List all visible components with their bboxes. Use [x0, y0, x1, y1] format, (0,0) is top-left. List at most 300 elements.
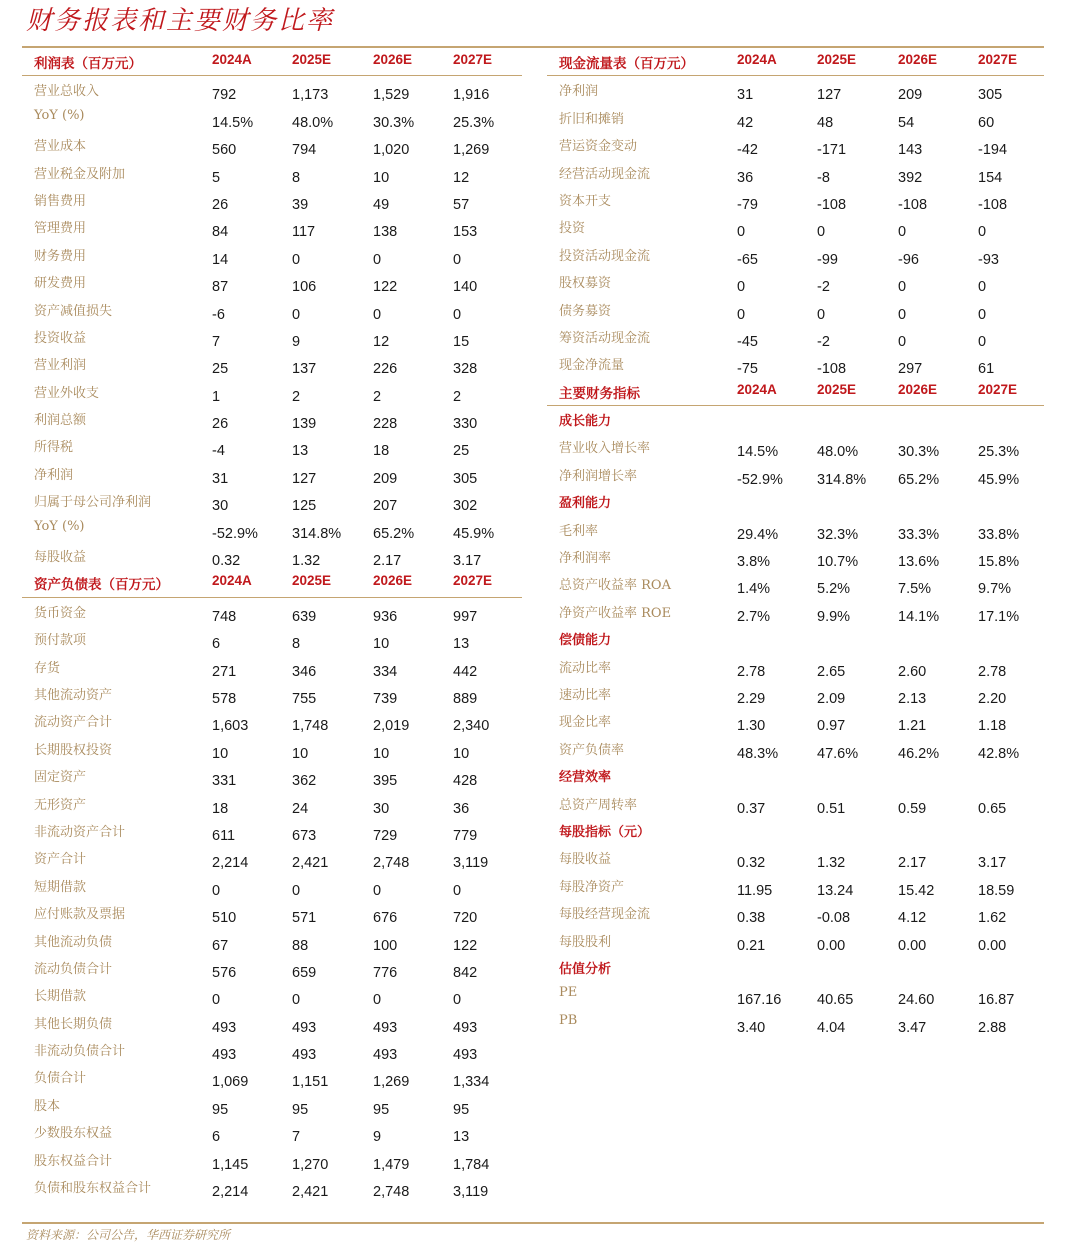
- row-label: 财务费用: [34, 248, 87, 264]
- table-row: [547, 570, 1044, 597]
- row-value: 30: [212, 498, 229, 515]
- row-value: 5.2%: [817, 581, 851, 598]
- row-label: 净资产收益率 ROE: [559, 605, 672, 621]
- ratios-header: [547, 378, 1044, 406]
- row-value: 60: [978, 114, 995, 131]
- row-value: 0.97: [817, 718, 846, 735]
- row-value: 2.09: [817, 690, 846, 707]
- table-row: [547, 653, 1044, 680]
- row-value: 1,529: [373, 87, 410, 104]
- row-value: 748: [212, 608, 237, 625]
- row-label: 净利润率: [559, 551, 612, 567]
- table-row: [547, 268, 1044, 295]
- row-value: 31: [212, 470, 229, 487]
- row-value: 428: [453, 773, 478, 790]
- row-value: 48: [817, 114, 834, 131]
- row-value: 95: [373, 1101, 390, 1118]
- table-row: [22, 1146, 522, 1173]
- year-header: 2026E: [373, 573, 413, 589]
- row-value: 228: [373, 416, 398, 433]
- row-label: 债务募资: [559, 303, 612, 319]
- row-value: 0: [373, 251, 382, 268]
- row-value: 395: [373, 773, 398, 790]
- row-value: 576: [212, 964, 237, 981]
- row-value: 95: [453, 1101, 470, 1118]
- row-value: 1,270: [292, 1156, 329, 1173]
- row-label: 资产合计: [34, 852, 87, 868]
- table-row: [22, 680, 522, 707]
- row-value: 8: [292, 169, 301, 186]
- row-value: 25: [212, 361, 229, 378]
- row-value: 2.78: [978, 663, 1007, 680]
- table-row: [22, 213, 522, 240]
- row-value: 49: [373, 196, 390, 213]
- row-value: -96: [898, 251, 919, 268]
- row-value: 2,748: [373, 1184, 410, 1201]
- table-row: [22, 954, 522, 981]
- row-value: 0: [898, 306, 907, 323]
- row-value: 26: [212, 196, 229, 213]
- table-row: [22, 76, 522, 103]
- row-value: 209: [898, 87, 923, 104]
- row-value: 30: [373, 800, 390, 817]
- year-header: 2024A: [737, 52, 777, 67]
- table-row: [22, 899, 522, 926]
- row-label: 资产减值损失: [34, 303, 113, 319]
- table-row: [22, 241, 522, 268]
- row-value: 125: [292, 498, 317, 515]
- year-header: 2027E: [978, 52, 1018, 67]
- row-value: -99: [817, 251, 838, 268]
- row-label: PB: [559, 1012, 578, 1028]
- row-value: 84: [212, 224, 229, 241]
- year-header: 2026E: [898, 381, 938, 397]
- row-value: -45: [737, 333, 758, 350]
- row-value: 1,269: [453, 142, 490, 159]
- section-title: 估值分析: [559, 961, 612, 977]
- row-value: 12: [453, 169, 470, 186]
- row-value: 0: [737, 306, 746, 323]
- row-value: 1,784: [453, 1156, 490, 1173]
- row-value: 25: [453, 443, 470, 460]
- table-row: [22, 625, 522, 652]
- row-value: -108: [817, 361, 847, 378]
- row-value: 6: [212, 1129, 221, 1146]
- row-label: 速动比率: [559, 687, 612, 703]
- ratio-section: [547, 488, 1044, 515]
- row-value: 0: [292, 992, 301, 1009]
- row-label: 货币资金: [34, 605, 87, 621]
- row-value: 510: [212, 910, 237, 927]
- section-title: 每股指标（元）: [559, 824, 651, 840]
- row-value: 167.16: [737, 992, 782, 1009]
- row-label: 长期借款: [34, 989, 87, 1005]
- row-value: 122: [453, 937, 478, 954]
- row-value: 1.32: [292, 553, 321, 570]
- table-row: [22, 762, 522, 789]
- table-row: [22, 981, 522, 1008]
- row-value: 1: [212, 388, 221, 405]
- row-value: 2,421: [292, 1184, 329, 1201]
- table-row: [22, 927, 522, 954]
- table-row: [547, 844, 1044, 871]
- row-value: 1,334: [453, 1074, 490, 1091]
- row-label: 净利润增长率: [559, 468, 638, 484]
- row-value: 127: [817, 87, 842, 104]
- row-value: 67: [212, 937, 229, 954]
- row-value: 0: [373, 306, 382, 323]
- table-row: [547, 927, 1044, 954]
- row-value: 88: [292, 937, 309, 954]
- row-value: 12: [373, 333, 390, 350]
- row-value: 0: [978, 333, 987, 350]
- row-value: 207: [373, 498, 398, 515]
- ratio-section: [547, 762, 1044, 789]
- row-value: 1,145: [212, 1156, 249, 1173]
- row-value: 0: [292, 251, 301, 268]
- table-row: [547, 104, 1044, 131]
- row-value: 65.2%: [898, 471, 940, 488]
- table-title: 主要财务指标: [559, 385, 640, 402]
- row-label: 经营活动现金流: [559, 166, 651, 182]
- row-value: 2: [453, 388, 462, 405]
- row-label: 每股经营现金流: [559, 907, 651, 923]
- row-value: 11.95: [737, 882, 773, 899]
- row-value: 0: [453, 306, 462, 323]
- row-value: 493: [292, 1019, 317, 1036]
- row-value: 117: [292, 224, 316, 241]
- ratio-section: [547, 406, 1044, 433]
- row-value: 226: [373, 361, 398, 378]
- row-label: 每股收益: [559, 852, 612, 868]
- row-value: -2: [817, 279, 830, 296]
- table-row: [547, 186, 1044, 213]
- row-label: 筹资活动现金流: [559, 330, 651, 346]
- row-value: 328: [453, 361, 478, 378]
- row-label: 现金比率: [559, 715, 612, 731]
- row-label: 营业成本: [34, 139, 87, 155]
- row-value: 729: [373, 827, 398, 844]
- source-note: 资料来源：公司公告，华西证券研究所: [26, 1228, 231, 1242]
- table-row: [547, 1009, 1044, 1036]
- table-row: [22, 790, 522, 817]
- row-label: 所得税: [34, 440, 74, 456]
- table-row: [547, 899, 1044, 926]
- row-value: 39: [292, 196, 309, 213]
- row-value: 57: [453, 196, 470, 213]
- row-value: -79: [737, 196, 758, 213]
- row-label: 其他长期负债: [34, 1016, 113, 1032]
- right-panel: [547, 48, 1044, 1036]
- table-row: [547, 213, 1044, 240]
- table-row: [22, 817, 522, 844]
- row-value: 0: [373, 882, 382, 899]
- section-title: 经营效率: [559, 770, 612, 786]
- row-label: 净利润: [34, 467, 74, 483]
- row-value: 24.60: [898, 992, 935, 1009]
- row-value: 0.32: [212, 553, 241, 570]
- row-value: 2.17: [898, 855, 927, 872]
- row-value: 15.8%: [978, 554, 1020, 571]
- row-value: 13: [453, 636, 470, 653]
- row-value: 0: [373, 992, 382, 1009]
- table-row: [22, 707, 522, 734]
- row-label: 投资活动现金流: [559, 248, 651, 264]
- row-label: 资产负债率: [559, 742, 625, 758]
- row-label: PE: [559, 985, 578, 1001]
- row-value: 10: [212, 745, 229, 762]
- row-value: 0.38: [737, 910, 766, 927]
- row-value: 2,214: [212, 855, 249, 872]
- row-value: 4.12: [898, 910, 927, 927]
- row-label: 营业税金及附加: [34, 166, 126, 182]
- row-value: 560: [212, 142, 237, 159]
- row-value: 611: [212, 827, 236, 844]
- row-label: 股东权益合计: [34, 1153, 113, 1169]
- row-label: 折旧和摊销: [559, 111, 625, 127]
- row-label: 少数股东权益: [34, 1126, 113, 1142]
- row-value: 137: [292, 361, 317, 378]
- row-value: -108: [978, 196, 1008, 213]
- row-value: 6: [212, 636, 221, 653]
- row-label: 归属于母公司净利润: [34, 495, 152, 511]
- row-value: 154: [978, 169, 1003, 186]
- row-label: 股本: [34, 1098, 61, 1114]
- row-value: 302: [453, 498, 478, 515]
- row-value: 2.20: [978, 690, 1007, 707]
- row-value: -0.08: [817, 910, 851, 927]
- row-label: 负债和股东权益合计: [34, 1181, 152, 1197]
- row-value: 659: [292, 964, 317, 981]
- row-value: 776: [373, 964, 398, 981]
- table-title: 现金流量表（百万元）: [559, 56, 694, 72]
- row-value: 314.8%: [292, 525, 342, 542]
- row-label: YoY (%): [34, 518, 85, 534]
- income-statement-header: [22, 48, 522, 76]
- row-value: 2,340: [453, 718, 490, 735]
- row-value: 2.60: [898, 663, 927, 680]
- row-label: 投资: [559, 221, 586, 237]
- row-value: 442: [453, 663, 478, 680]
- row-value: 10: [373, 169, 390, 186]
- row-value: 1.62: [978, 910, 1007, 927]
- row-value: 578: [212, 690, 237, 707]
- row-value: 13.24: [817, 882, 854, 899]
- row-label: 无形资产: [34, 797, 87, 813]
- row-value: 3.40: [737, 1019, 766, 1036]
- table-row: [22, 1063, 522, 1090]
- row-value: 2.7%: [737, 608, 771, 625]
- row-value: 25.3%: [978, 444, 1020, 461]
- row-value: 14.5%: [212, 114, 254, 131]
- row-value: 493: [212, 1047, 237, 1064]
- row-label: 每股净资产: [559, 879, 625, 895]
- table-row: [22, 653, 522, 680]
- row-value: 95: [212, 1101, 229, 1118]
- row-value: 30.3%: [373, 114, 415, 131]
- table-row: [22, 1173, 522, 1200]
- row-value: -75: [737, 361, 758, 378]
- row-value: 1,603: [212, 718, 249, 735]
- balance-sheet-header: [22, 569, 522, 597]
- row-value: 106: [292, 279, 317, 296]
- row-value: 334: [373, 663, 398, 680]
- row-value: 3.17: [978, 855, 1007, 872]
- row-value: 15: [453, 333, 470, 350]
- row-value: 122: [373, 279, 398, 296]
- row-value: -108: [898, 196, 928, 213]
- row-label: 固定资产: [34, 770, 87, 786]
- table-row: [22, 1091, 522, 1118]
- row-value: 0: [978, 279, 987, 296]
- row-value: 24: [292, 800, 309, 817]
- left-panel: [22, 48, 522, 1200]
- row-value: -2: [817, 333, 830, 350]
- row-value: 9: [292, 333, 301, 350]
- table-row: [547, 461, 1044, 488]
- row-value: 18: [212, 800, 229, 817]
- row-value: 40.65: [817, 992, 854, 1009]
- row-value: 15.42: [898, 882, 935, 899]
- row-label: 流动资产合计: [34, 715, 113, 731]
- row-value: 571: [292, 910, 317, 927]
- table-row: [547, 543, 1044, 570]
- ratio-section: [547, 817, 1044, 844]
- row-value: 2.17: [373, 553, 402, 570]
- table-row: [22, 268, 522, 295]
- year-header: 2026E: [898, 52, 938, 67]
- row-value: 65.2%: [373, 525, 415, 542]
- row-label: 应付账款及票据: [34, 907, 126, 923]
- row-value: 2.65: [817, 663, 846, 680]
- row-value: 493: [453, 1047, 478, 1064]
- row-value: 2,214: [212, 1184, 249, 1201]
- table-row: [22, 872, 522, 899]
- row-label: 净利润: [559, 84, 599, 100]
- row-value: 305: [453, 470, 478, 487]
- row-value: 1,151: [292, 1074, 329, 1091]
- row-value: 17.1%: [978, 608, 1020, 625]
- row-label: 管理费用: [34, 221, 87, 237]
- table-row: [22, 735, 522, 762]
- row-value: 3.17: [453, 553, 482, 570]
- row-value: -93: [978, 251, 999, 268]
- table-row: [22, 104, 522, 131]
- year-header: 2027E: [453, 52, 493, 67]
- row-value: 2: [373, 388, 382, 405]
- row-value: 794: [292, 142, 317, 159]
- row-label: 资本开支: [559, 193, 612, 209]
- year-header: 2025E: [292, 52, 332, 67]
- row-value: 45.9%: [453, 525, 495, 542]
- row-value: 29.4%: [737, 526, 779, 543]
- row-value: 0.51: [817, 800, 846, 817]
- row-label: 流动比率: [559, 660, 612, 676]
- row-value: 13: [453, 1129, 470, 1146]
- row-value: 0: [453, 882, 462, 899]
- row-value: -52.9%: [737, 471, 783, 488]
- row-label: 利润总额: [34, 413, 87, 429]
- row-value: -6: [212, 306, 225, 323]
- row-label: 投资收益: [34, 330, 87, 346]
- table-row: [22, 296, 522, 323]
- row-value: 0.32: [737, 855, 766, 872]
- row-value: 0: [212, 882, 221, 899]
- row-value: 138: [373, 224, 398, 241]
- row-value: 33.8%: [978, 526, 1020, 543]
- row-value: 305: [978, 87, 1003, 104]
- row-value: 0: [978, 224, 987, 241]
- row-value: 792: [212, 87, 237, 104]
- row-value: 3,119: [453, 855, 489, 872]
- row-value: 42: [737, 114, 754, 131]
- row-value: 3,119: [453, 1184, 489, 1201]
- row-value: 0.59: [898, 800, 927, 817]
- row-value: 1.4%: [737, 581, 771, 598]
- row-value: 330: [453, 416, 478, 433]
- row-value: 1.30: [737, 718, 766, 735]
- row-label: 营业外收支: [34, 385, 100, 401]
- table-row: [22, 131, 522, 158]
- row-label: YoY (%): [34, 107, 85, 123]
- row-value: 1,748: [292, 718, 329, 735]
- row-label: 预付款项: [34, 633, 87, 649]
- table-row: [22, 1036, 522, 1063]
- row-value: 209: [373, 470, 398, 487]
- table-row: [22, 350, 522, 377]
- row-value: -194: [978, 142, 1008, 159]
- row-value: 0: [453, 992, 462, 1009]
- row-value: 2,019: [373, 718, 410, 735]
- row-value: 0.00: [898, 937, 927, 954]
- row-value: 0: [817, 306, 826, 323]
- row-value: 47.6%: [817, 745, 859, 762]
- table-row: [547, 790, 1044, 817]
- row-value: 2,421: [292, 855, 329, 872]
- row-value: 493: [292, 1047, 317, 1064]
- section-title: 盈利能力: [559, 496, 612, 512]
- row-value: 755: [292, 690, 317, 707]
- row-value: 493: [373, 1047, 398, 1064]
- footer-divider: [22, 1222, 1044, 1224]
- table-row: [22, 186, 522, 213]
- row-value: 1,269: [373, 1074, 410, 1091]
- row-value: 0.21: [737, 937, 766, 954]
- row-value: 9.9%: [817, 608, 851, 625]
- row-value: 61: [978, 361, 995, 378]
- row-label: 负债合计: [34, 1071, 87, 1087]
- row-value: 2,748: [373, 855, 410, 872]
- row-value: 26: [212, 416, 229, 433]
- table-row: [22, 378, 522, 405]
- row-value: 48.3%: [737, 745, 779, 762]
- row-value: 3.8%: [737, 554, 771, 571]
- row-value: 25.3%: [453, 114, 495, 131]
- row-value: 676: [373, 910, 398, 927]
- row-value: 9.7%: [978, 581, 1012, 598]
- row-value: 739: [373, 690, 398, 707]
- row-value: 297: [898, 361, 923, 378]
- row-value: 639: [292, 608, 317, 625]
- row-value: 140: [453, 279, 478, 296]
- row-value: 42.8%: [978, 745, 1020, 762]
- row-value: 2.78: [737, 663, 766, 680]
- row-label: 其他流动负债: [34, 934, 113, 950]
- table-row: [22, 844, 522, 871]
- row-value: 16.87: [978, 992, 1015, 1009]
- row-value: 779: [453, 827, 478, 844]
- year-header: 2027E: [453, 573, 493, 589]
